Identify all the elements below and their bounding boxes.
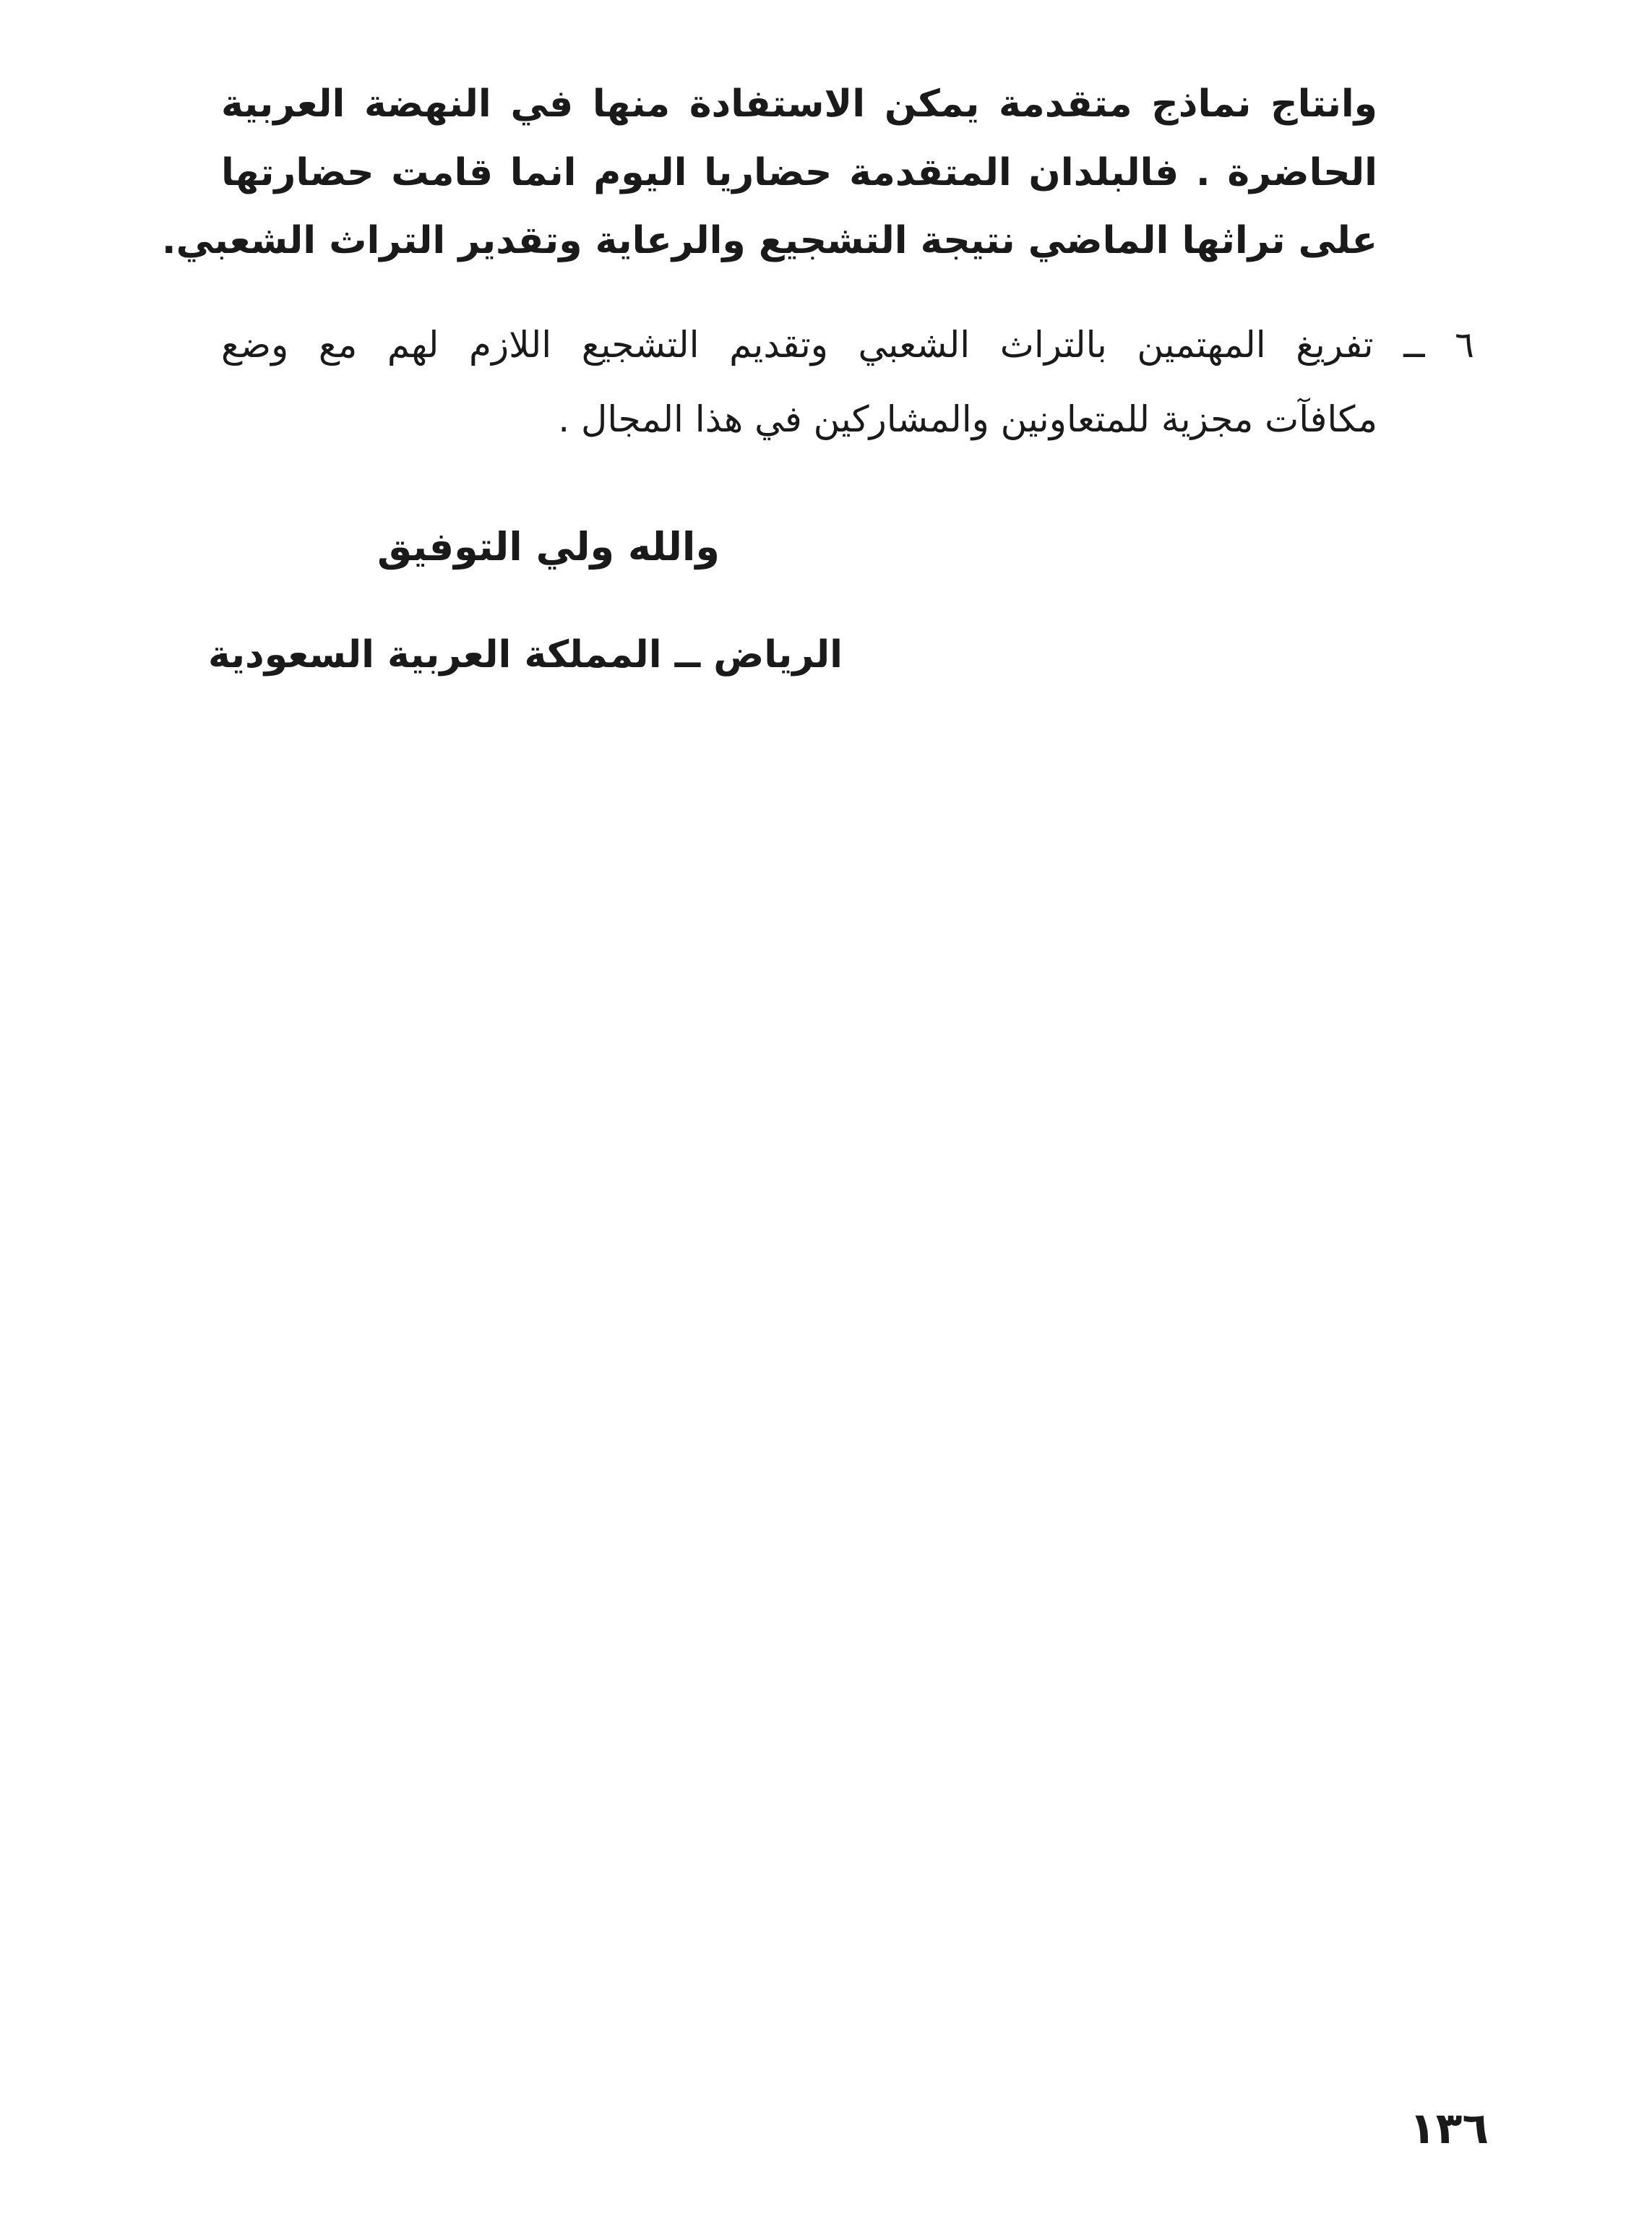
paragraph-line-1: وانتاج نماذج متقدمة يمكن الاستفادة منها في النهضة العربية	[221, 82, 1377, 126]
list-item-6-line-2: مكافآت مجزية للمتعاونين والمشاركين في هذا المجال .	[558, 398, 1377, 440]
list-item-6-line-1: ٦ ــ تفريغ المهتمين بالتراث الشعبي وتقديم التشجيع اللازم لهم مع وضع	[221, 324, 1474, 366]
closing-place: الرياض ــ المملكة العربية السعودية	[207, 633, 843, 677]
page-number: ١٣٦	[1409, 2103, 1489, 2154]
closing-greeting: والله ولي التوفيق	[377, 524, 720, 570]
paragraph-line-3: على تراثها الماضي نتيجة التشجيع والرعاية وتقدير التراث الشعبي.	[161, 219, 1377, 262]
paragraph-line-2: الحاضرة . فالبلدان المتقدمة حضاريا اليوم انما قامت حضارتها	[221, 151, 1377, 194]
